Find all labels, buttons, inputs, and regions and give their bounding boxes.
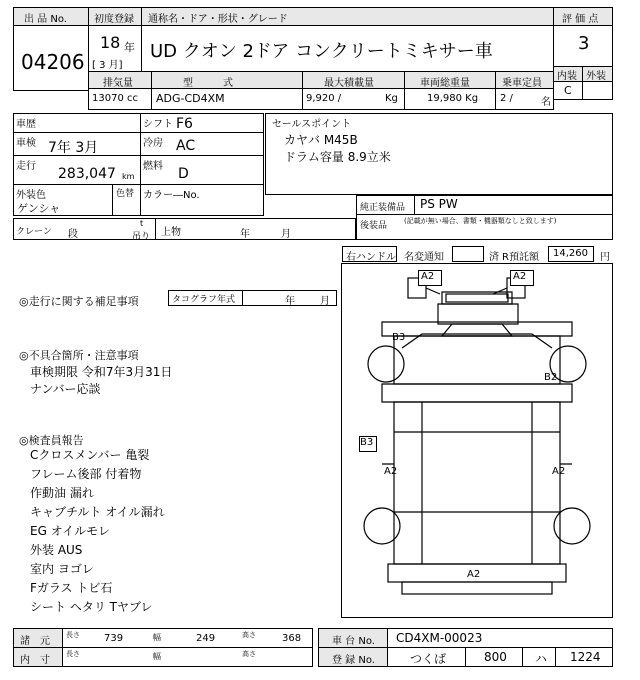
tacho-year: 年 bbox=[285, 296, 295, 307]
plate-divider-2 bbox=[522, 647, 523, 667]
inspector-line-5: EG オイルモレ bbox=[30, 524, 111, 538]
plate-number: 1224 bbox=[570, 650, 601, 664]
width-label: 幅 bbox=[153, 633, 161, 642]
plate-region: つくば bbox=[410, 652, 447, 666]
lot-no: 04206 bbox=[21, 50, 85, 74]
recycle-label: R預託額 bbox=[502, 252, 539, 263]
first-reg-year-unit: 年 bbox=[124, 41, 135, 54]
sales-point-label: セールスポイント bbox=[272, 119, 352, 130]
crane-row bbox=[13, 218, 356, 240]
model: ADG-CD4XM bbox=[156, 92, 225, 105]
shift: F6 bbox=[176, 116, 193, 132]
displacement-label: 排気量 bbox=[103, 78, 133, 89]
plate-divider-3 bbox=[555, 647, 556, 667]
recycle-amount: 14,260 bbox=[553, 248, 588, 259]
exterior-color: ゲンシャ bbox=[17, 202, 61, 215]
gross-weight-label: 車両総重量 bbox=[420, 78, 470, 89]
height: 368 bbox=[282, 633, 302, 644]
sales-point-line-2: ドラム容量 8.9立米 bbox=[284, 150, 391, 164]
tachograph-divider bbox=[242, 290, 243, 306]
ac: AC bbox=[176, 138, 196, 154]
first-reg-month: [ 3 月] bbox=[92, 60, 123, 71]
interior-grade: C bbox=[564, 84, 572, 97]
inspector-line-3: 作動油 漏れ bbox=[30, 486, 94, 500]
fuel-label: 燃料 bbox=[143, 161, 163, 172]
inspection: 7年 3月 bbox=[48, 140, 99, 156]
damage-mark-2-label: A2 bbox=[513, 271, 527, 282]
driving-notes-label: ◎走行に関する補足事項 bbox=[19, 295, 139, 308]
plate-kana: ハ bbox=[535, 652, 548, 666]
damage-mark-3-label: B3 bbox=[392, 332, 406, 343]
exterior-label: 外装 bbox=[586, 71, 606, 82]
crane-up-label: 上物 bbox=[161, 227, 181, 238]
genuine-equipment: PS PW bbox=[420, 197, 458, 211]
interior-label: 内装 bbox=[557, 71, 577, 82]
model-label: 型 式 bbox=[183, 78, 233, 89]
interior-height-label: 高さ bbox=[242, 650, 256, 658]
ac-label: 冷房 bbox=[143, 138, 163, 149]
length-label: 長さ bbox=[66, 631, 80, 639]
plate-class: 800 bbox=[484, 650, 507, 664]
gross-weight: 19,980 Kg bbox=[427, 93, 479, 104]
mileage-label: 走行 bbox=[16, 161, 36, 172]
crane-month: 月 bbox=[281, 229, 291, 240]
damage-mark-1-label: A2 bbox=[421, 271, 435, 282]
defect-line-2: ナンバー応談 bbox=[30, 382, 101, 396]
truck-diagram bbox=[341, 263, 613, 618]
interior-dims-label: 内 寸 bbox=[20, 655, 50, 666]
chassis-label: 車 台 No. bbox=[332, 636, 375, 647]
inspector-line-1: Cクロスメンバー 亀裂 bbox=[30, 448, 150, 462]
width: 249 bbox=[196, 633, 216, 644]
color-change-label: 色替 bbox=[116, 189, 135, 199]
tachograph-label: タコグラフ年式 bbox=[172, 295, 236, 305]
aftermarket-label: 後装品 bbox=[360, 221, 388, 231]
inspection-label: 車検 bbox=[16, 138, 36, 149]
damage-mark-4-label: B2 bbox=[544, 372, 558, 383]
fuel: D bbox=[178, 166, 189, 182]
crane-lift: 吊り bbox=[132, 232, 151, 242]
genuine-divider bbox=[414, 195, 415, 215]
genuine-equipment-label: 純正装備品 bbox=[360, 203, 406, 213]
tacho-month: 月 bbox=[320, 296, 330, 307]
exterior-color-label: 外装色 bbox=[16, 190, 46, 201]
height-label: 高さ bbox=[242, 631, 256, 639]
inspector-line-9: シート ヘタリ Tヤブレ bbox=[30, 600, 153, 614]
exterior-grade-cell bbox=[582, 81, 613, 100]
first-reg-year: 18 bbox=[100, 33, 121, 52]
crane-year: 年 bbox=[240, 229, 250, 240]
capacity-label: 乗車定員 bbox=[502, 78, 542, 89]
displacement: 13070 cc bbox=[92, 93, 138, 104]
inspector-line-2: フレーム後部 付着物 bbox=[30, 467, 142, 481]
score-label: 評 価 点 bbox=[562, 14, 599, 25]
inspector-label: ◎検査員報告 bbox=[19, 434, 84, 447]
vehicle-name-label: 通称名・ドア・形状・グレード bbox=[148, 14, 288, 25]
shift-label: シフト bbox=[143, 119, 173, 130]
chassis-no: CD4XM-00023 bbox=[396, 631, 483, 645]
truck-outline bbox=[342, 264, 612, 617]
interior-width-label: 幅 bbox=[153, 652, 161, 661]
max-load-unit: Kg bbox=[385, 93, 398, 104]
lot-no-label: 出 品 No. bbox=[24, 14, 67, 25]
damage-mark-5-label: B3 bbox=[360, 437, 374, 448]
capacity-unit: 名 bbox=[541, 97, 551, 108]
crane-label: クレーン bbox=[16, 227, 52, 237]
dims-label: 諸 元 bbox=[20, 636, 50, 647]
mileage-unit: km bbox=[122, 172, 135, 181]
name-change-box bbox=[452, 246, 484, 262]
history-label: 車歴 bbox=[16, 119, 36, 130]
inspector-line-6: 外装 AUS bbox=[30, 543, 83, 557]
name-change-label: 名変通知 bbox=[404, 252, 444, 263]
yen-unit: 円 bbox=[600, 252, 610, 263]
inspector-line-7: 室内 ヨゴレ bbox=[30, 562, 94, 576]
damage-mark-6-label: A2 bbox=[384, 466, 398, 477]
crane-stage: 段 bbox=[68, 229, 78, 240]
steering: 右ハンドル bbox=[346, 252, 396, 263]
sales-point-line-1: カヤバ M45B bbox=[284, 133, 358, 147]
defect-line-1: 車検期限 令和7年3月31日 bbox=[30, 365, 173, 379]
plate-label: 登 録 No. bbox=[332, 655, 375, 666]
recycle-mark: 済 bbox=[489, 252, 499, 263]
score: 3 bbox=[578, 33, 590, 54]
damage-mark-8-label: A2 bbox=[467, 569, 481, 580]
vehicle-name: UD クオン 2ドア コンクリートミキサー車 bbox=[150, 41, 493, 62]
plate-divider-1 bbox=[465, 647, 466, 667]
max-load: 9,920 / bbox=[306, 93, 342, 104]
capacity: 2 / bbox=[500, 93, 513, 104]
first-reg-label: 初度登録 bbox=[94, 14, 134, 25]
aftermarket-note: (記載が無い場合、書類・機器類なしと致します) bbox=[404, 217, 557, 225]
inspector-line-8: Fガラス トビ石 bbox=[30, 581, 113, 595]
interior-length-label: 長さ bbox=[66, 650, 80, 658]
crane-divider bbox=[155, 218, 156, 240]
damage-mark-7-label: A2 bbox=[552, 466, 566, 477]
mileage: 283,047 bbox=[58, 166, 116, 182]
color-code-label: カラー―No. bbox=[143, 190, 200, 201]
defects-label: ◎不具合箇所・注意事項 bbox=[19, 349, 139, 362]
inspector-line-4: キャブチルト オイル漏れ bbox=[30, 505, 165, 519]
crane-ton: t bbox=[140, 219, 144, 228]
length: 739 bbox=[104, 633, 124, 644]
max-load-label: 最大積載量 bbox=[324, 78, 374, 89]
